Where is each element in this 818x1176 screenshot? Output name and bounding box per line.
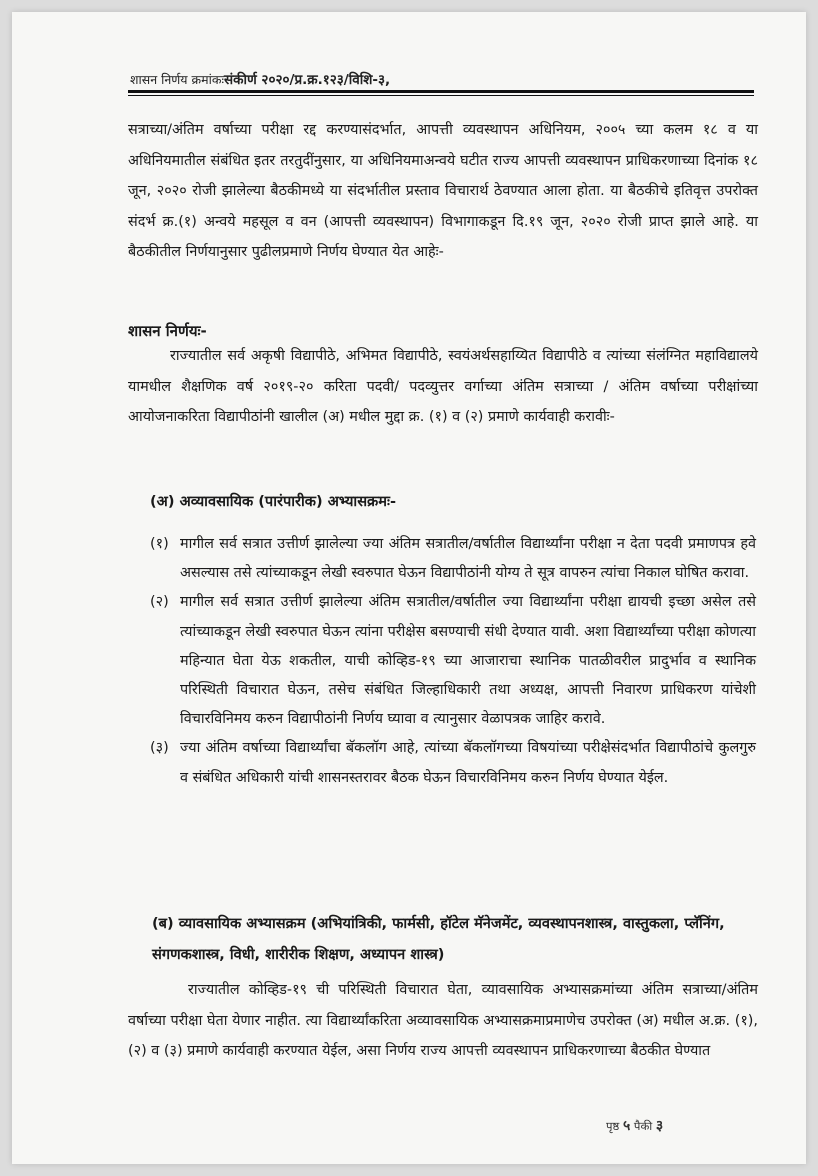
list-item-text: मागील सर्व सत्रात उत्तीर्ण झालेल्या अंतिम सत्रातील/वर्षातील ज्या विद्यार्थ्यांना परीक्षा द्यायची इच्छा असेल तसे त्यांच्याकडून लेखी स्वरुपात घेऊन त्यांना परीक्षेस बसण्याची संधी देण्यात यावी. अशा विद्यार्थ्यांच्या परीक्षा कोणत्या महिन्यात घेता येऊ शकतील, याची कोव्हिड-१९ च्या आजाराचा स्थानिक पातळीवरील प्रादुर्भाव व स्थानिक परिस्थिती विचारात घेऊन, तसेच संबंधित जिल्हाधिकारी तथा अध्यक्ष, आपत्ती निवारण प्राधिकरण यांचेशी विचारविनिमय करुन विद्यापीठांनी निर्णय घ्यावा व त्यानुसार वेळापत्रक जाहिर करावे. (180, 594, 756, 728)
footer-page-number: ५ (622, 1118, 631, 1134)
header-order-number: संकीर्ण २०२०/प्र.क्र.१२३/विशि-३, (223, 72, 391, 88)
footer-of-word: पैकी (633, 1119, 653, 1133)
section-b-paragraph: राज्यातील कोव्हिड-१९ ची परिस्थिती विचारात घेता, व्यावसायिक अभ्यासक्रमांच्या अंतिम सत्राच्या/अंतिम वर्षाच्या परीक्षा घेता येणार नाहीत. त्या विद्यार्थ्यांकरिता अव्यावसायिक अभ्यासक्रमाप्रमाणेच उपरोक्त (अ) मधील अ.क्र. (१), (२) व (३) प्रमाणे कार्यवाही करण्यात येईल, असा निर्णय राज्य आपत्ती व्यवस्थापन प्राधिकरणाच्या बैठकीत घेण्यात (128, 982, 758, 1059)
section-b-heading: (ब) व्यावसायिक अभ्यासक्रम (अभियांत्रिकी, फार्मसी, हॉटेल मॅनेजमेंट, व्यवस्थापनशास्त्र, वास्तुकला, प्लॅनिंग, संगणकशास्त्र, विधी, शारीरीक शिक्षण, अध्यापन शास्त्र) (152, 915, 725, 963)
list-item-number: (१) (150, 536, 169, 552)
header-rule-thick (128, 90, 754, 93)
document-header (130, 70, 390, 88)
list-item-text: ज्या अंतिम वर्षाच्या विद्यार्थ्यांचा बॅकलॉग आहे, त्यांच्या बॅकलॉगच्या विषयांच्या परीक्षेसंदर्भात विद्यापीठांचे कुलगुरु व संबंधित अधिकारी यांची शासनस्तरावर बैठक घेऊन विचारविनिमय करुन निर्णय घेण्यात येईल. (180, 740, 756, 786)
page-footer (606, 1116, 663, 1135)
list-item-text: मागील सर्व सत्रात उत्तीर्ण झालेल्या ज्या अंतिम सत्रातील/वर्षातील विद्यार्थ्यांना परीक्षा न देता पदवी प्रमाणपत्र हवे असल्यास तसे त्यांच्याकडून लेखी स्वरुपात घेऊन विद्यापीठांनी योग्य ते सूत्र वापरुन त्यांचा निकाल घोषित करावा. (180, 536, 756, 582)
list-item-number: (३) (150, 740, 169, 757)
footer-page-total: ३ (655, 1118, 664, 1134)
decision-paragraph: राज्यातील सर्व अकृषी विद्यापीठे, अभिमत विद्यापीठे, स्वयंअर्थसहाय्यित विद्यापीठे व त्यांच्या संलंग्नित महाविद्यालये यामधील शैक्षणिक वर्ष २०१९-२० करिता पदवी/ पदव्युत्तर वर्गाच्या अंतिम सत्राच्या / अंतिम वर्षाच्या परीक्षांच्या आयोजनाकरिता विद्यापीठांनी खालील (अ) मधील मुद्दा क्र. (१) व (२) प्रमाणे कार्यवाही करावीः- (128, 348, 758, 425)
list-item (150, 588, 756, 734)
intro-paragraph: सत्राच्या/अंतिम वर्षाच्या परीक्षा रद्द करण्यासंदर्भात, आपत्ती व्यवस्थापन अधिनियम, २००५ च्या कलम १८ व या अधिनियमातील संबंधित इतर तरतुदींनुसार, या अधिनियमाअन्वये घटीत राज्य आपत्ती व्यवस्थापन प्राधिकरणाच्या दिनांक १८ जून, २०२० रोजी झालेल्या बैठकीमध्ये या संदर्भातील प्रस्ताव विचारार्थ ठेवण्यात आला होता. या बैठकीचे इतिवृत्त उपरोक्त संदर्भ क्र.(१) अन्वये महसूल व वन (आपत्ती व्यवस्थापन) विभागाकडून दि.१९ जून, २०२० रोजी प्राप्त झाले आहे. या बैठकीतील निर्णयानुसार पुढीलप्रमाणे निर्णय घेण्यात येत आहेः- (128, 122, 758, 260)
footer-page-word: पृष्ठ (606, 1119, 620, 1133)
section-a-list (150, 530, 756, 793)
list-item-number: (२) (150, 594, 169, 611)
list-item (150, 530, 756, 588)
document-page (12, 12, 806, 1164)
section-a-heading: (अ) अव्यावसायिक (पारंपारीक) अभ्यासक्रमः- (150, 493, 397, 510)
header-rule-thin (128, 95, 754, 96)
header-prefix: शासन निर्णय क्रमांकः (130, 72, 224, 87)
list-item (150, 734, 756, 792)
decision-heading: शासन निर्णयः- (128, 322, 207, 340)
